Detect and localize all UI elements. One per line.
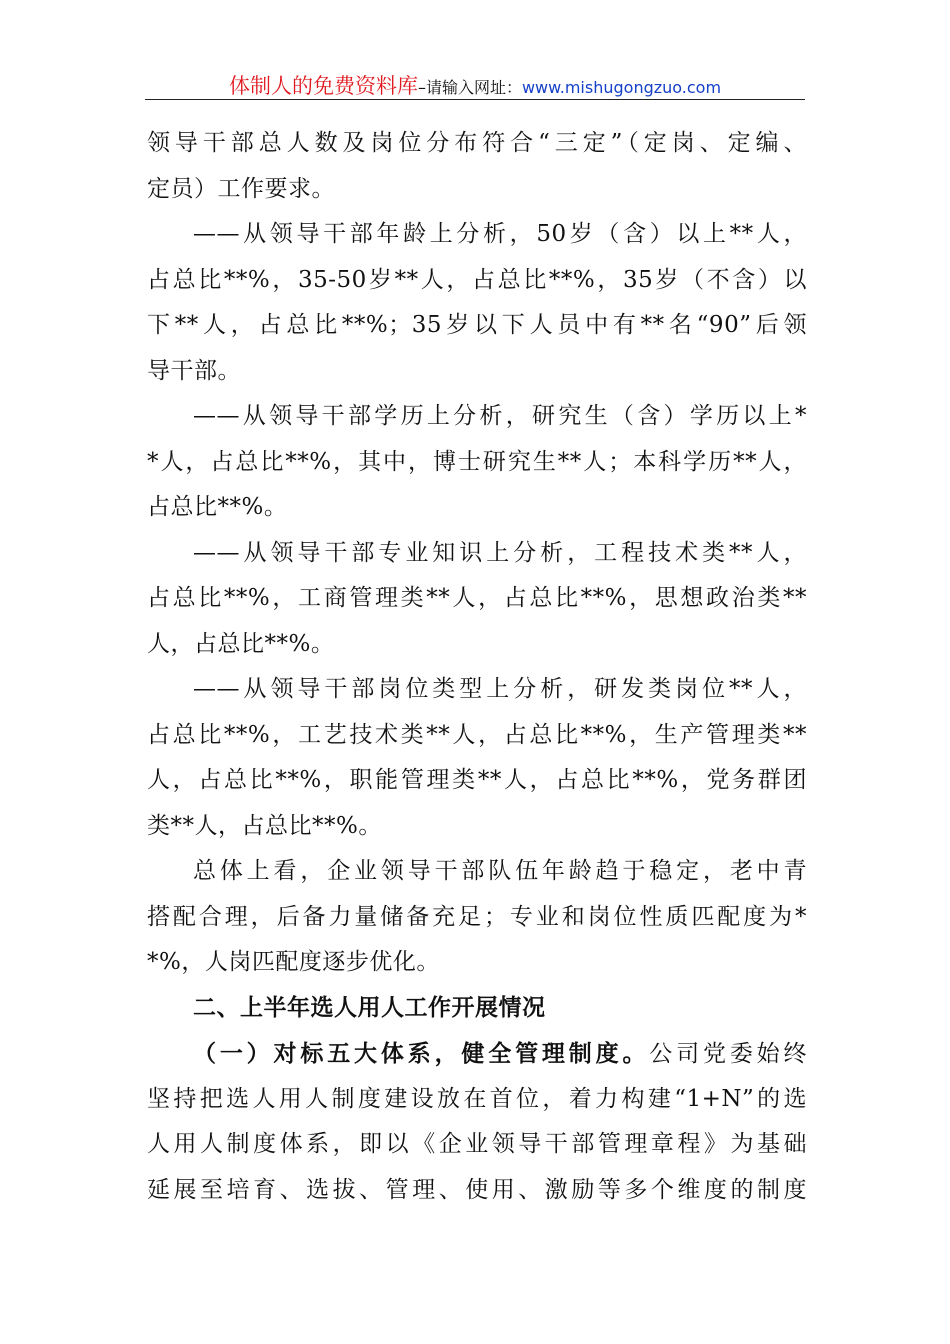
body-line: 人，占总比**%，职能管理类**人，占总比**%，党务群团 (147, 767, 807, 793)
body-line: 占总比**%，35-50岁**人，占总比**%，35岁（不含）以 (147, 266, 807, 293)
header-divider (145, 99, 805, 100)
subsection-text: 公司党委始终 (649, 1041, 808, 1067)
body-line: 导干部。 (147, 357, 241, 384)
subsection-first-line (147, 1031, 807, 1077)
page-header (145, 70, 805, 100)
body-line: 人，占总比**%。 (147, 630, 335, 657)
body-line: *%，人岗匹配度逐步优化。 (147, 949, 440, 975)
document-body (147, 121, 807, 1213)
body-line: *人，占总比**%，其中，博士研究生**人；本科学历**人， (147, 448, 807, 475)
site-brand: 体制人的免费资料库 (228, 74, 418, 98)
paragraph-summary-start: 总体上看，企业领导干部队伍年龄趋于稳定，老中青 (193, 858, 807, 884)
body-line: 人用人制度体系，即以《企业领导干部管理章程》为基础 (147, 1131, 807, 1157)
body-line: 搭配合理，后备力量储备充足；专业和岗位性质匹配度为* (147, 903, 807, 930)
body-line: 占总比**%，工商管理类**人，占总比**%，思想政治类** (147, 585, 807, 611)
url-prompt: –请输入网址： (417, 78, 522, 97)
body-line: 延展至培育、选拔、管理、使用、激励等多个维度的制度 (147, 1176, 807, 1203)
body-line: 占总比**%，工艺技术类**人，占总比**%，生产管理类** (147, 721, 807, 748)
subsection-heading: （一）对标五大体系，健全管理制度。 (193, 1040, 650, 1067)
body-line: 定员）工作要求。 (147, 175, 335, 202)
site-url-link[interactable]: www.mishugongzuo.com (521, 78, 722, 97)
section-heading: 二、上半年选人用人工作开展情况 (193, 994, 546, 1021)
paragraph-age-start: ——从领导干部年龄上分析，50岁（含）以上**人， (193, 221, 807, 247)
body-line: 领导干部总人数及岗位分布符合“三定”（定岗、定编、 (147, 130, 807, 156)
body-line: 坚持把选人用人制度建设放在首位，着力构建“1+N”的选 (147, 1085, 807, 1112)
body-line: 下**人，占总比**%；35岁以下人员中有**名“90”后领 (147, 312, 807, 338)
paragraph-expertise-start: ——从领导干部专业知识上分析，工程技术类**人， (193, 539, 807, 566)
paragraph-education-start: ——从领导干部学历上分析，研究生（含）学历以上* (193, 403, 807, 429)
body-line: 占总比**%。 (147, 494, 288, 520)
paragraph-position-start: ——从领导干部岗位类型上分析，研发类岗位**人， (193, 676, 807, 702)
body-line: 类**人，占总比**%。 (147, 812, 382, 839)
